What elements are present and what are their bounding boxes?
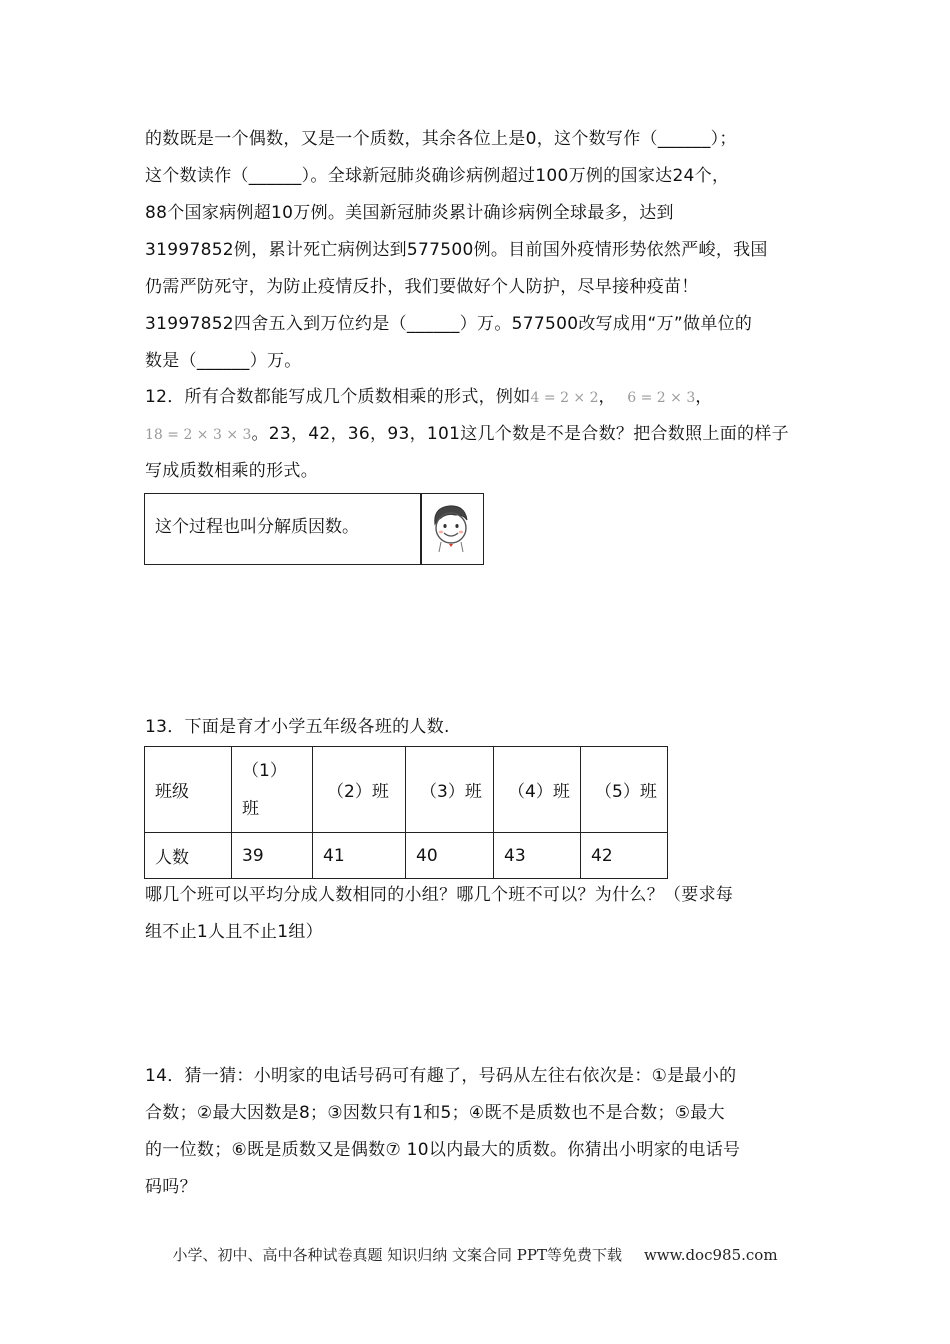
class-1-count: 39	[232, 833, 313, 879]
cartoon-boy-icon	[429, 502, 473, 558]
q11-line-7: 数是（______）万。	[145, 351, 302, 371]
q13-question-1: 哪几个班可以平均分成人数相同的小组？哪几个班不可以？为什么？（要求每	[145, 885, 734, 905]
table-row	[145, 747, 668, 833]
q12-line-1	[145, 386, 713, 409]
class-3-count: 40	[406, 833, 494, 879]
class-1-header-a: （1）	[242, 760, 287, 781]
q11-line-4: 31997852例，累计死亡病例达到577500例。目前国外疫情形势依然严峻，我国	[145, 240, 768, 260]
q14-line-3: 的一位数；⑥既是质数又是偶数⑦ 10以内最大的质数。你猜出小明家的电话号	[145, 1140, 741, 1160]
q12-tip-box	[144, 493, 484, 565]
q14-line-4: 码吗？	[145, 1177, 197, 1197]
class-1-header	[232, 747, 313, 833]
q12-sep-2: ，	[695, 387, 713, 407]
q12-example-4: 4 = 2 × 2	[530, 390, 599, 406]
q12-line-3: 写成质数相乘的形式。	[145, 461, 318, 481]
q11-line-2: 这个数读作（______）。全球新冠肺炎确诊病例超过100万例的国家达24个，	[145, 166, 730, 186]
q12-intro: 12．所有合数都能写成几个质数相乘的形式，例如	[145, 387, 531, 407]
class-5-header: （5）班	[581, 747, 668, 833]
q11-line-6: 31997852四舍五入到万位约是（______）万。577500改写成用“万”做单位的	[145, 314, 753, 334]
class-3-header: （3）班	[406, 747, 494, 833]
q12-line-2	[145, 423, 789, 446]
q12-question: 。23，42，36，93，101这几个数是不是合数？把合数照上面的样子	[251, 424, 789, 444]
q14-line-2: 合数；②最大因数是8；③因数只有1和5；④既不是质数也不是合数；⑤最大	[145, 1103, 725, 1123]
tip-divider	[420, 494, 422, 564]
q11-line-3: 88个国家病例超10万例。美国新冠肺炎累计确诊病例全球最多，达到	[145, 203, 674, 223]
class-2-header: （2）班	[313, 747, 406, 833]
class-5-count: 42	[581, 833, 668, 879]
q12-example-6: 6 = 2 × 3	[627, 390, 696, 406]
class-4-count: 43	[494, 833, 581, 879]
q12-sep-1: ，	[598, 387, 616, 407]
class-2-count: 41	[313, 833, 406, 879]
footer-text: 小学、初中、高中各种试卷真题 知识归纳 文案合同 PPT等免费下载	[172, 1246, 622, 1264]
q11-line-5: 仍需严防死守，为防止疫情反扑，我们要做好个人防护，尽早接种疫苗！	[145, 277, 699, 297]
q14-line-1: 14．猜一猜：小明家的电话号码可有趣了，号码从左往右依次是：①是最小的	[145, 1066, 737, 1086]
class-table	[144, 746, 668, 879]
footer-url[interactable]: www.doc985.com	[643, 1246, 778, 1264]
q13-question-2: 组不止1人且不止1组）	[145, 922, 323, 942]
q13-title: 13．下面是育才小学五年级各班的人数.	[145, 717, 450, 737]
class-1-header-b: 班	[242, 798, 259, 819]
q12-example-18: 18 = 2 × 3 × 3	[145, 427, 252, 443]
q11-line-1: 的数既是一个偶数，又是一个质数，其余各位上是0，这个数写作（______）；	[145, 129, 737, 149]
table-row	[145, 833, 668, 879]
q12-tip-text: 这个过程也叫分解质因数。	[155, 517, 359, 537]
class-4-header: （4）班	[494, 747, 581, 833]
row-header-label: 班级	[145, 747, 232, 833]
page-footer	[0, 1244, 950, 1265]
row-values-label: 人数	[145, 833, 232, 879]
